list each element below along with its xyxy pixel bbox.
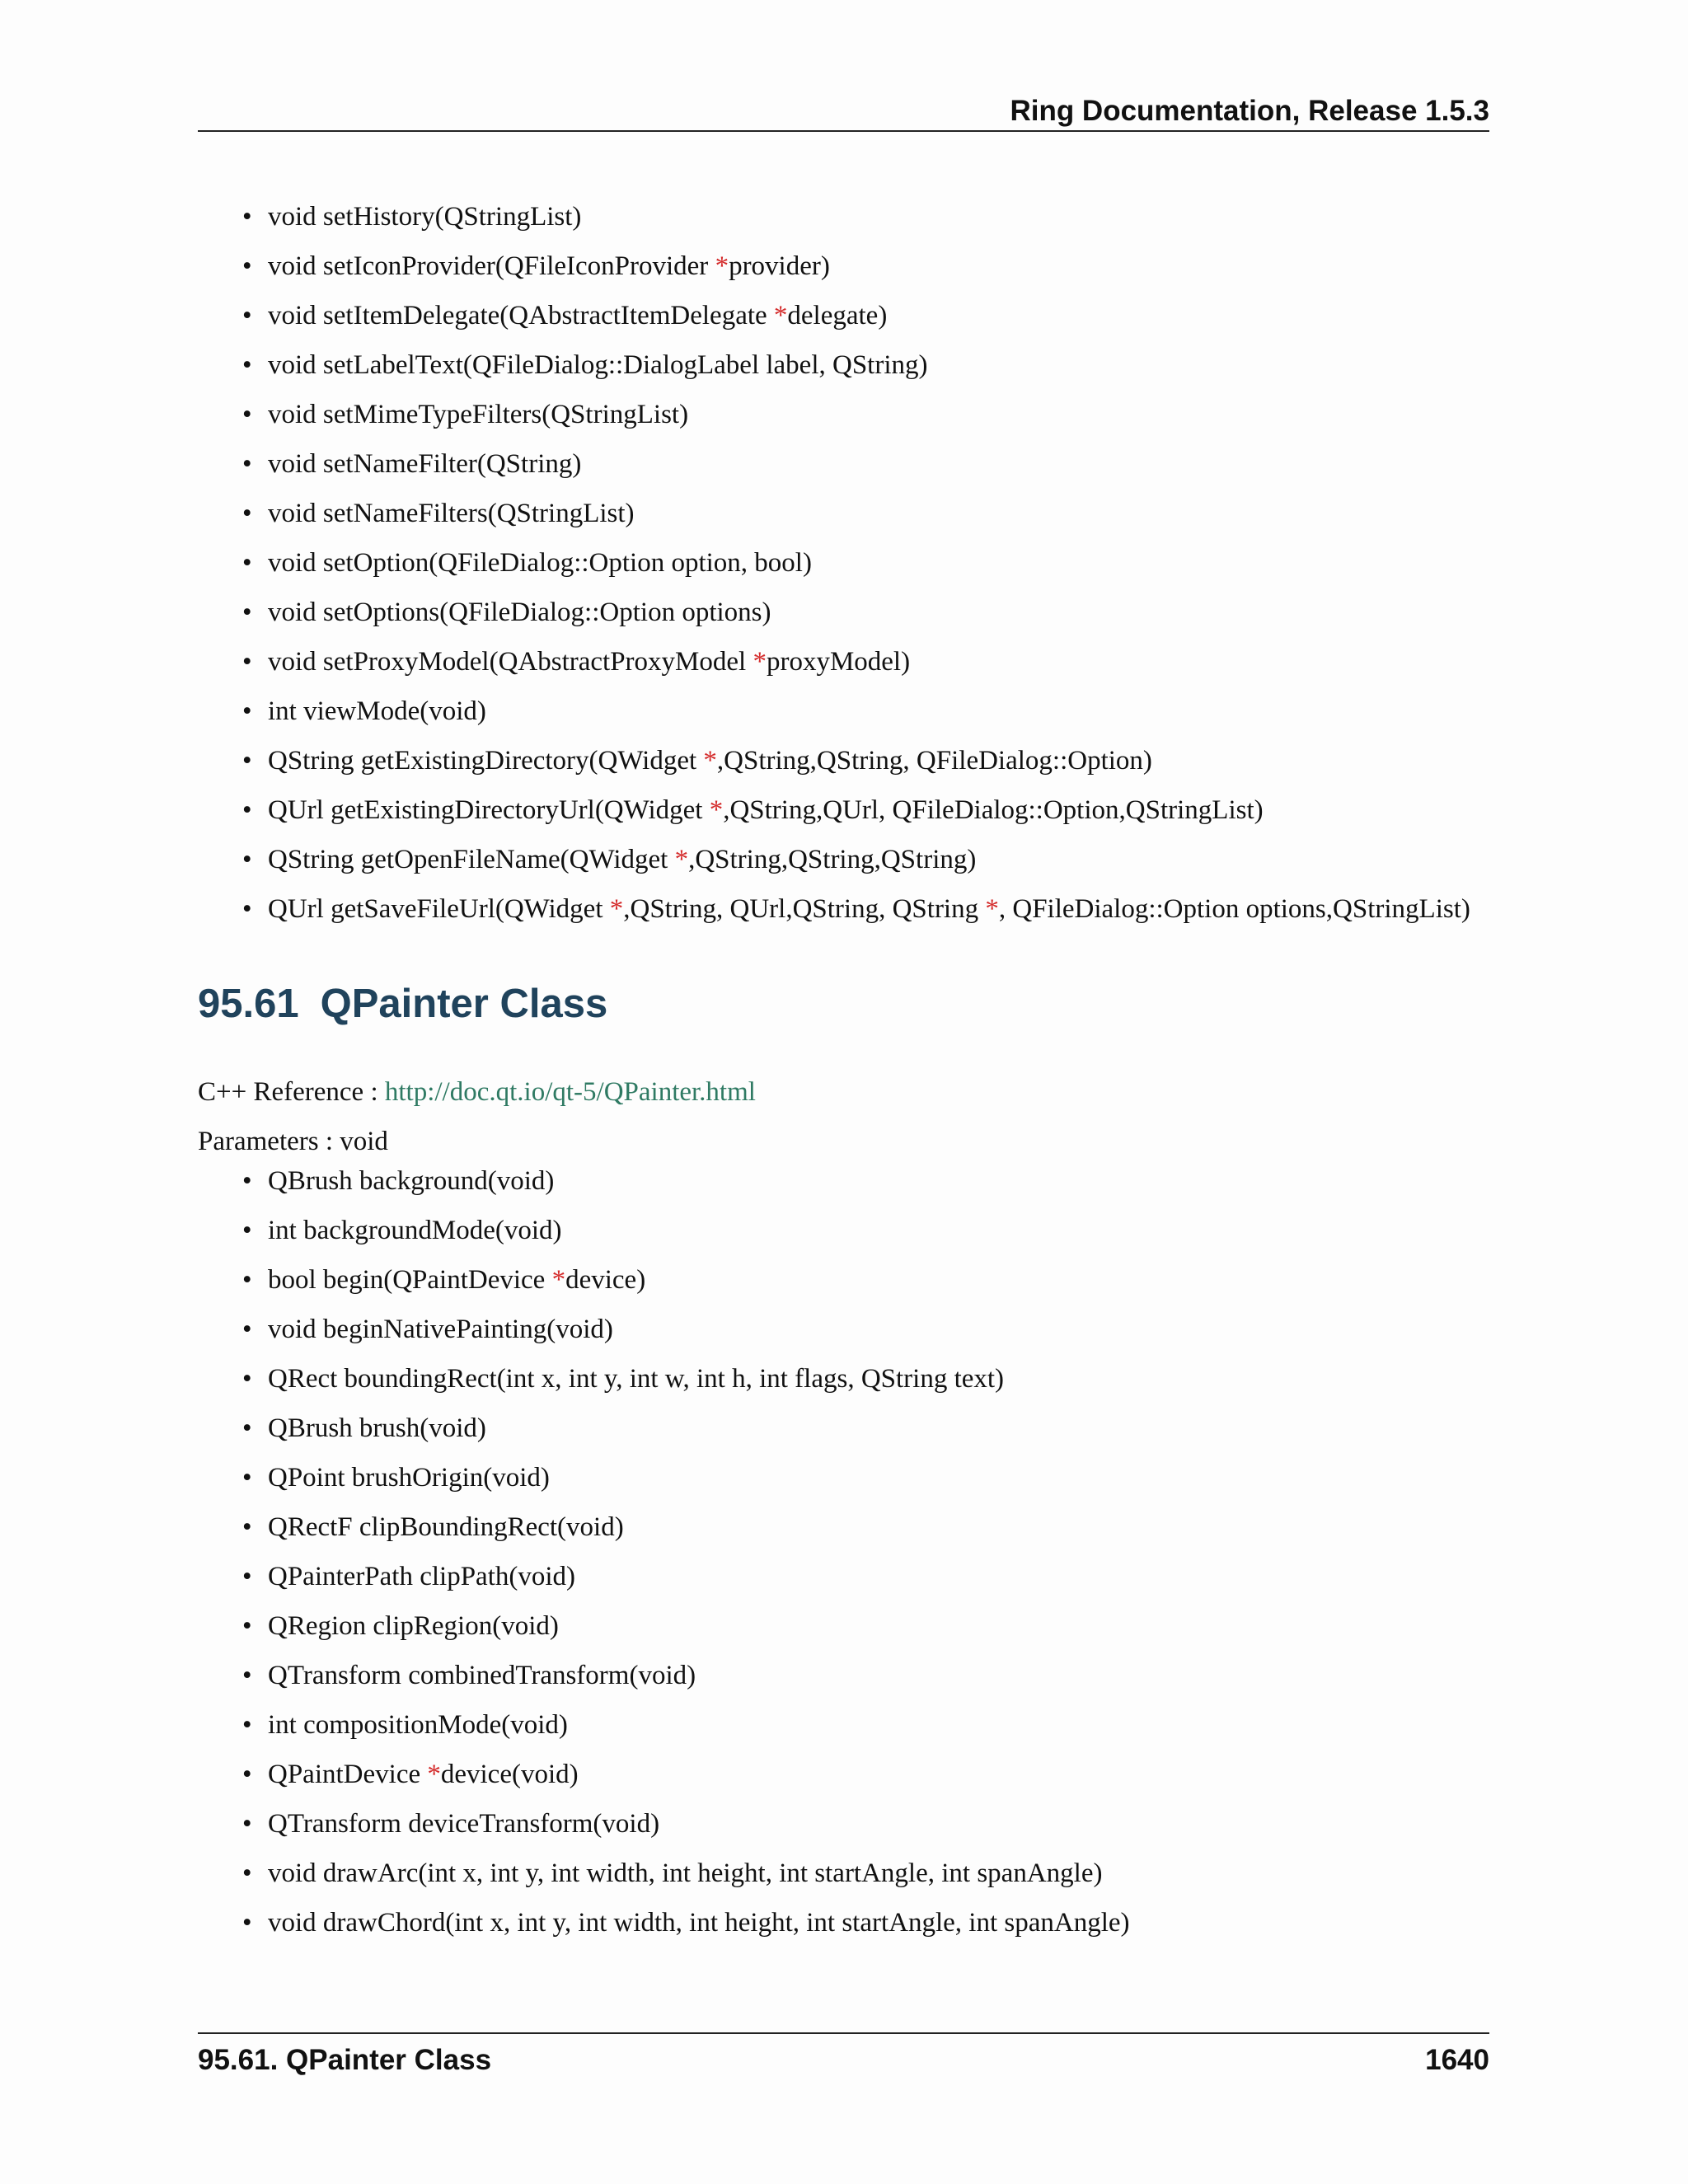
- bullet: •: [242, 202, 252, 232]
- list-item: [0, 1162, 1130, 1212]
- bullet: •: [242, 1858, 252, 1888]
- signature-text: void setHistory(QStringList): [268, 202, 582, 232]
- pointer-asterisk: *: [715, 251, 729, 281]
- pointer-asterisk: *: [609, 894, 624, 924]
- list-item: [0, 841, 1470, 890]
- parameters-line: Parameters : void: [198, 1127, 388, 1156]
- bullet: •: [242, 499, 252, 528]
- list-item: [0, 1805, 1130, 1854]
- list-item: [0, 346, 1470, 396]
- bullet: •: [242, 1364, 252, 1394]
- signature-text: QRectF clipBoundingRect(void): [268, 1512, 624, 1542]
- signature-text: void setMimeTypeFilters(QStringList): [268, 400, 689, 429]
- bullet: •: [242, 1413, 252, 1443]
- signature-text: , QFileDialog::Option options,QStringList): [998, 894, 1470, 924]
- list-item: [0, 396, 1470, 445]
- list-item: [0, 494, 1470, 544]
- reference-link[interactable]: http://doc.qt.io/qt-5/QPainter.html: [384, 1077, 756, 1107]
- list-item: [0, 1854, 1130, 1904]
- signature-text: QUrl getSaveFileUrl(QWidget: [268, 894, 610, 924]
- section-title: QPainter Class: [320, 982, 608, 1026]
- list-item: [0, 1657, 1130, 1706]
- list-item: [0, 1755, 1130, 1805]
- list-item: [0, 1607, 1130, 1657]
- list-item: [0, 1706, 1130, 1755]
- signature-text: void setOptions(QFileDialog::Option options): [268, 598, 771, 627]
- bullet: •: [242, 894, 252, 924]
- list-item: [0, 544, 1470, 593]
- signature-text: void setIconProvider(QFileIconProvider: [268, 251, 715, 281]
- list-item: [0, 1459, 1130, 1508]
- list-item: [0, 445, 1470, 494]
- bullet: •: [242, 1463, 252, 1493]
- signature-text: QString getOpenFileName(QWidget: [268, 845, 675, 874]
- signature-text: QPoint brushOrigin(void): [268, 1463, 550, 1493]
- signature-text: void beginNativePainting(void): [268, 1315, 613, 1344]
- signature-text: QRegion clipRegion(void): [268, 1611, 559, 1641]
- signature-text: device): [565, 1265, 646, 1295]
- bullet: •: [242, 548, 252, 578]
- list-item: [0, 1261, 1130, 1310]
- footer-section: 95.61. QPainter Class: [198, 2044, 492, 2076]
- running-header: [198, 92, 1489, 132]
- signature-text: int compositionMode(void): [268, 1710, 568, 1740]
- list-item: [0, 1409, 1130, 1459]
- pointer-asterisk: *: [773, 301, 788, 330]
- bullet: •: [242, 1166, 252, 1196]
- signature-text: QPaintDevice: [268, 1760, 428, 1789]
- signature-text: ,QString, QUrl,QString, QString: [623, 894, 986, 924]
- list-item: [0, 692, 1470, 742]
- list-item: [0, 297, 1470, 346]
- cpp-reference: [198, 1077, 756, 1108]
- bullet: •: [242, 696, 252, 726]
- pointer-asterisk: *: [709, 795, 724, 825]
- signature-text: void setNameFilters(QStringList): [268, 499, 635, 528]
- bullet: •: [242, 1265, 252, 1295]
- signature-text: QString getExistingDirectory(QWidget: [268, 746, 704, 776]
- pointer-asterisk: *: [985, 894, 999, 924]
- signature-text: QBrush background(void): [268, 1166, 555, 1196]
- pointer-asterisk: *: [674, 845, 689, 874]
- bullet: •: [242, 795, 252, 825]
- list-item: [0, 247, 1470, 297]
- reference-label: C++ Reference :: [198, 1077, 385, 1107]
- bullet: •: [242, 350, 252, 380]
- signature-text: QTransform combinedTransform(void): [268, 1661, 696, 1690]
- bullet: •: [242, 746, 252, 776]
- bullet: •: [242, 1315, 252, 1344]
- list-item: [0, 198, 1470, 247]
- bullet: •: [242, 598, 252, 627]
- list-item: [0, 890, 1470, 940]
- list-item: [0, 791, 1470, 841]
- section-number: 95.61: [198, 982, 299, 1026]
- list-item: [0, 1310, 1130, 1360]
- bullet: •: [242, 1908, 252, 1938]
- signature-text: QUrl getExistingDirectoryUrl(QWidget: [268, 795, 710, 825]
- list-item: [0, 742, 1470, 791]
- bullet: •: [242, 1661, 252, 1690]
- bullet: •: [242, 449, 252, 479]
- signature-text: device(void): [440, 1760, 579, 1789]
- bullet: •: [242, 647, 252, 677]
- list-item: [0, 1558, 1130, 1607]
- method-list-qfiledialog: [0, 198, 1470, 940]
- signature-text: void drawArc(int x, int y, int width, int height, int startAngle, int spanAngle): [268, 1858, 1103, 1888]
- list-item: [0, 1904, 1130, 1953]
- signature-text: QTransform deviceTransform(void): [268, 1809, 660, 1839]
- signature-text: ,QString,QString,QString): [688, 845, 977, 874]
- signature-text: void setItemDelegate(QAbstractItemDelegate: [268, 301, 774, 330]
- signature-text: ,QString,QUrl, QFileDialog::Option,QStringList): [723, 795, 1264, 825]
- signature-text: void setProxyModel(QAbstractProxyModel: [268, 647, 753, 677]
- bullet: •: [242, 1710, 252, 1740]
- signature-text: ,QString,QString, QFileDialog::Option): [716, 746, 1152, 776]
- list-item: [0, 1508, 1130, 1558]
- page-number: 1640: [1425, 2044, 1489, 2076]
- signature-text: void setLabelText(QFileDialog::DialogLabel label, QString): [268, 350, 928, 380]
- list-item: [0, 643, 1470, 692]
- bullet: •: [242, 251, 252, 281]
- pointer-asterisk: *: [753, 647, 767, 677]
- signature-text: delegate): [787, 301, 888, 330]
- signature-text: QRect boundingRect(int x, int y, int w, int h, int flags, QString text): [268, 1364, 1005, 1394]
- bullet: •: [242, 400, 252, 429]
- document-title: Ring Documentation, Release 1.5.3: [1010, 95, 1489, 127]
- list-item: [0, 593, 1470, 643]
- signature-text: void setNameFilter(QString): [268, 449, 582, 479]
- bullet: •: [242, 845, 252, 874]
- method-list-qpainter: [0, 1162, 1130, 1953]
- section-heading: [198, 981, 607, 1027]
- signature-text: bool begin(QPaintDevice: [268, 1265, 552, 1295]
- bullet: •: [242, 1512, 252, 1542]
- running-footer: [198, 2032, 1489, 2075]
- signature-text: QPainterPath clipPath(void): [268, 1562, 576, 1591]
- signature-text: proxyModel): [766, 647, 911, 677]
- bullet: •: [242, 1611, 252, 1641]
- bullet: •: [242, 1809, 252, 1839]
- bullet: •: [242, 301, 252, 330]
- signature-text: QBrush brush(void): [268, 1413, 486, 1443]
- pointer-asterisk: *: [427, 1760, 441, 1789]
- signature-text: provider): [729, 251, 830, 281]
- bullet: •: [242, 1216, 252, 1245]
- pointer-asterisk: *: [703, 746, 717, 776]
- list-item: [0, 1360, 1130, 1409]
- list-item: [0, 1212, 1130, 1261]
- signature-text: int backgroundMode(void): [268, 1216, 562, 1245]
- bullet: •: [242, 1760, 252, 1789]
- signature-text: void drawChord(int x, int y, int width, int height, int startAngle, int spanAngle): [268, 1908, 1130, 1938]
- pointer-asterisk: *: [551, 1265, 566, 1295]
- bullet: •: [242, 1562, 252, 1591]
- signature-text: void setOption(QFileDialog::Option option, bool): [268, 548, 812, 578]
- signature-text: int viewMode(void): [268, 696, 486, 726]
